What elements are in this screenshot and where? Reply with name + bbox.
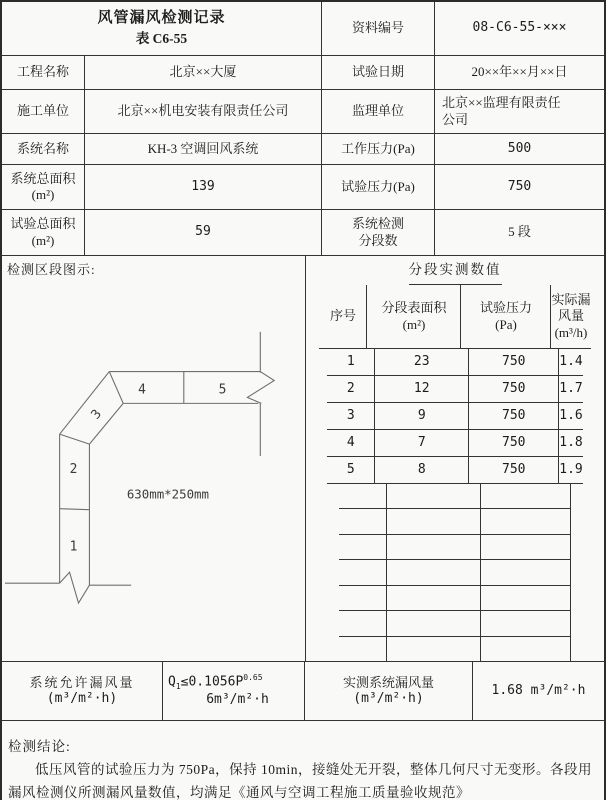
allowed-leakage-unit: (m³/m²·h) — [46, 691, 118, 706]
test-area-unit: (m²) — [31, 232, 55, 248]
system-name-value: KH-3 空调回风系统 — [85, 134, 322, 164]
row5-leak: 1.9 — [559, 461, 583, 477]
empty-row — [339, 535, 571, 560]
empty-cell — [387, 484, 481, 508]
supervisor-value-line1: 北京××监理有限责任 — [442, 95, 561, 111]
table-row — [327, 376, 582, 403]
conclusion-text: 低压风管的试验压力为 750Pa，保持 10min，接缝处无开裂，整体几何尺寸无变形。各段用漏风检测仪所测漏风量数值，均满足《通风与空调工程施工质量验收规范》 — [8, 762, 593, 800]
col-header-pressure-line1: 试验压力 — [479, 300, 532, 316]
empty-cell — [387, 637, 481, 661]
contractor-label: 施工单位 — [2, 90, 85, 133]
allowed-leakage-label-text: 系统允许漏风量 — [29, 674, 135, 690]
system-area-row — [2, 165, 604, 210]
empty-cell — [339, 611, 387, 635]
segment-table — [306, 256, 604, 661]
system-area-label — [2, 165, 85, 209]
measured-leakage-label-text: 实测系统漏风量 — [342, 674, 434, 690]
test-pressure-label: 试验压力(Pa) — [322, 165, 435, 209]
form-title: 风管漏风检测记录 — [97, 9, 226, 26]
working-pressure-value: 500 — [507, 140, 532, 156]
formula-line1 — [166, 673, 263, 692]
project-name-value: 北京××大厦 — [85, 56, 322, 89]
row3-area: 9 — [375, 403, 469, 429]
table-row — [327, 430, 582, 457]
test-area-label — [2, 210, 85, 255]
row3-leak: 1.6 — [559, 407, 583, 423]
empty-cell — [339, 509, 387, 533]
contractor-row — [2, 90, 604, 134]
segment-table-title: 分段实测数值 — [409, 256, 502, 285]
row3-pressure: 750 — [469, 403, 559, 429]
empty-cell — [387, 586, 481, 610]
segment-4-label: 4 — [138, 382, 146, 398]
empty-cell — [387, 509, 481, 533]
empty-cell — [387, 560, 481, 584]
table-row — [327, 457, 582, 484]
form-code: 表 C6-55 — [135, 31, 188, 47]
empty-cell — [387, 535, 481, 559]
col-header-area — [367, 285, 461, 348]
row2-area: 12 — [375, 376, 469, 402]
segment-2-label: 2 — [69, 461, 78, 477]
row5-no: 5 — [327, 457, 375, 483]
row1-area: 23 — [375, 349, 469, 375]
empty-cell — [481, 586, 571, 610]
working-pressure-label: 工作压力(Pa) — [322, 134, 435, 164]
diagram-cell — [2, 256, 306, 661]
row4-leak: 1.8 — [559, 434, 583, 450]
formula-line2: 6m³/m²·h — [206, 692, 269, 708]
middle-section — [2, 256, 604, 662]
row1-no: 1 — [327, 349, 375, 375]
col-header-leak-line1: 实际漏 — [551, 292, 591, 308]
system-area-label-text: 系统总面积 — [10, 170, 76, 186]
measured-leakage-label — [305, 662, 473, 720]
row2-pressure: 750 — [469, 376, 559, 402]
formula-subscript: 1 — [175, 682, 181, 692]
segment-1-label: 1 — [69, 539, 78, 555]
empty-row — [339, 611, 571, 636]
duct-diagram — [2, 256, 305, 661]
system-area-value: 139 — [85, 165, 322, 209]
system-area-unit: (m²) — [31, 187, 55, 202]
row4-area: 7 — [375, 430, 469, 456]
header-row — [2, 2, 604, 56]
row2-leak: 1.7 — [559, 380, 583, 396]
diagram-caption: 检测区段图示: — [7, 262, 96, 277]
empty-cell — [339, 560, 387, 584]
measured-leakage-unit: (m³/m²·h) — [353, 691, 424, 706]
row3-no: 3 — [327, 403, 375, 429]
row1-pressure: 750 — [469, 349, 559, 375]
col-header-no: 序号 — [319, 285, 367, 348]
formula-body: ≤0.1056P — [180, 674, 244, 690]
form-title-cell — [2, 2, 322, 55]
empty-cell — [339, 535, 387, 559]
test-pressure-value: 750 — [507, 178, 532, 194]
row2-no: 2 — [327, 376, 375, 402]
col-header-area-line1: 分段表面积 — [381, 300, 447, 316]
measured-leakage-value: 1.68 m³/m²·h — [491, 682, 586, 698]
allowed-leakage-label — [2, 662, 163, 720]
empty-cell — [481, 509, 571, 533]
empty-cell — [387, 611, 481, 635]
row5-area: 8 — [375, 457, 469, 483]
col-header-area-unit: (m²) — [402, 316, 426, 332]
row5-pressure: 750 — [469, 457, 559, 483]
segment-count-label — [322, 210, 435, 255]
empty-row — [339, 484, 571, 509]
formula-exponent: 0.65 — [243, 673, 263, 683]
empty-cell — [481, 560, 571, 584]
contractor-value: 北京××机电安装有限责任公司 — [85, 90, 322, 133]
segment-5-label: 5 — [218, 382, 227, 398]
empty-row — [339, 560, 571, 585]
col-header-leak-line2: 风量 — [557, 308, 584, 324]
supervisor-value-line2: 公司 — [442, 111, 469, 127]
segment-3-label: 3 — [88, 406, 105, 423]
test-area-value: 59 — [85, 210, 322, 255]
empty-cell — [339, 586, 387, 610]
project-row — [2, 56, 604, 90]
doc-number-value: 08-C6-55-××× — [472, 20, 567, 36]
summary-row — [2, 662, 604, 721]
table-row — [327, 349, 582, 376]
test-date-label: 试验日期 — [322, 56, 435, 89]
empty-cell — [481, 535, 571, 559]
segment-table-header-row — [319, 285, 590, 349]
doc-number-label: 资料编号 — [322, 2, 435, 55]
row4-pressure: 750 — [469, 430, 559, 456]
empty-cell — [339, 637, 387, 661]
conclusion-title: 检测结论: — [8, 739, 71, 754]
system-name-label: 系统名称 — [2, 134, 85, 164]
test-date-value: 20××年××月××日 — [471, 64, 568, 80]
empty-cell — [481, 484, 571, 508]
project-name-label: 工程名称 — [2, 56, 85, 89]
row1-leak: 1.4 — [559, 353, 583, 369]
empty-cell — [481, 637, 571, 661]
col-header-pressure — [461, 285, 551, 348]
duct-size-label: 630mm*250mm — [126, 486, 209, 502]
test-area-label-text: 试验总面积 — [10, 216, 76, 232]
segment-count-label-line1: 系统检测 — [351, 216, 404, 232]
supervisor-label: 监理单位 — [322, 90, 435, 133]
empty-cell — [339, 484, 387, 508]
conclusion-section — [2, 721, 604, 800]
formula-q: Q — [168, 674, 176, 690]
test-area-row — [2, 210, 604, 256]
col-header-pressure-unit: (Pa) — [495, 316, 517, 332]
allowed-leakage-formula — [163, 662, 305, 720]
col-header-leak — [551, 285, 590, 348]
row4-no: 4 — [327, 430, 375, 456]
empty-row — [339, 637, 571, 661]
empty-row — [339, 509, 571, 534]
segment-count-label-line2: 分段数 — [358, 232, 398, 248]
segment-count-value: 5 段 — [508, 224, 531, 240]
table-row — [327, 403, 582, 430]
system-row — [2, 134, 604, 165]
empty-cell — [481, 611, 571, 635]
empty-row — [339, 586, 571, 611]
col-header-leak-unit: (m³/h) — [554, 324, 588, 340]
supervisor-value — [435, 90, 604, 133]
